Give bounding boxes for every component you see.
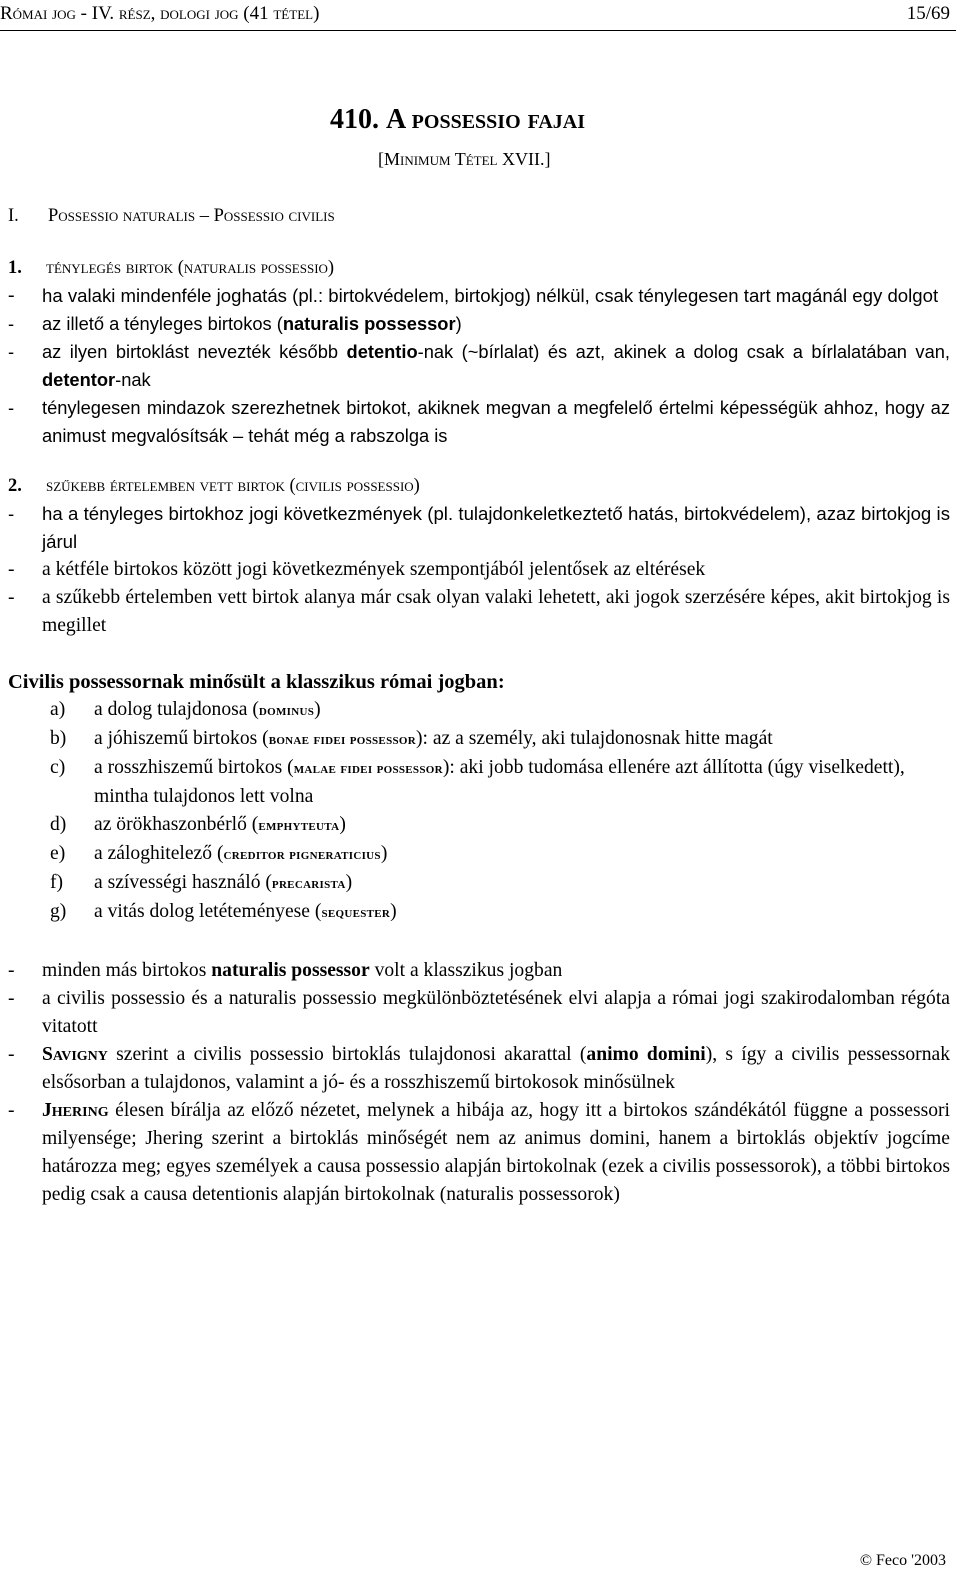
- term: malae fidei possessor: [293, 760, 443, 777]
- list-item: - Savigny szerint a civilis possessio birtoklás tulajdonosi akarattal (animo domini), s így a civilis pessessornak elsősorban a tulajdonos, valamint a jó- és a rosszhiszemű birtokosok minősülnek: [8, 1044, 950, 1093]
- subsection-1: [8, 254, 950, 450]
- list-item: - a kétféle birtokos között jogi következmények szempontjából jelentősek az eltérések: [8, 556, 950, 584]
- page-header: [0, 0, 956, 31]
- list-item: - ha a tényleges birtokhoz jogi következmények (pl. tulajdonkeletkeztető hatás, birtokvédelem), azaz birtokjog is járul: [8, 500, 950, 556]
- page-number: 15/69: [906, 3, 950, 24]
- title-number: 410.: [330, 104, 379, 135]
- list-item: - a civilis possessio és a naturalis possessio megkülönböztetésének elvi alapja a római jogi szakirodalomban régóta vitatott: [8, 985, 950, 1041]
- copyright-footer: © Feco '2003: [859, 1552, 946, 1569]
- bullet-text: ha valaki mindenféle joghatás (pl.: birtokvédelem, birtokjog) nélkül, csak ténylegesen tart magánál egy dolgot: [42, 285, 939, 306]
- name-jhering: Jhering: [42, 1100, 109, 1121]
- bullet-text: a civilis possessio és a naturalis possessio megkülönböztetésének elvi alapja a római jogi szakirodalomban régóta vitatott: [42, 988, 950, 1037]
- term: emphyteuta: [258, 817, 340, 834]
- list-item: e) a záloghitelező (creditor pigneraticius): [50, 843, 388, 864]
- list-item: b) a jóhiszemű birtokos (bonae fidei possessor): az a személy, aki tulajdonosnak hitte magát: [50, 728, 773, 749]
- document-body: [8, 202, 950, 1209]
- bullet-text: ténylegesen mindazok szerezhetnek birtokot, akiknek megvan a megfelelő értelmi képességük ahhoz, hogy az animust megvalósítsák – tehát még a rabszolga is: [42, 397, 950, 446]
- list-item: - Jhering élesen bírálja az előző nézetet, melynek a hibája az, hogy itt a birtokos szándékától függne a possessori milyensége; Jhering szerint a birtoklás minőségét nem az animus domini, hanem a birtoklás objektív jogcíme határozza meg; egyes személyek a causa possessio alapján birtokolnak (ezek a civilis possessorok), a többi birtokos pedig csak a causa detentionis alapján birtokolnak (naturalis possessorok): [8, 1100, 950, 1205]
- section-number: I.: [8, 206, 19, 226]
- bullet-text: a szűkebb értelemben vett birtok alanya már csak olyan valaki lehetett, aki jogok szerzésére képes, akit birtokjog is megillet: [42, 587, 950, 636]
- term: bonae fidei possessor: [268, 731, 416, 748]
- subsection-title: ténylegés birtok (naturalis possessio): [46, 258, 335, 278]
- list-item: - az ilyen birtoklást nevezték később detentio-nak (~bírlalat) és azt, akinek a dolog csak a bírlalatában van, detentor-nak: [8, 341, 950, 390]
- section-title: Possessio naturalis – Possessio civilis: [48, 206, 335, 226]
- list-item: d) az örökhaszonbérlő (emphyteuta): [50, 814, 346, 835]
- bullet-text: a kétféle birtokos között jogi következmények szempontjából jelentősek az eltérések: [42, 559, 706, 580]
- list-item: - az illető a tényleges birtokos (naturalis possessor): [8, 313, 462, 334]
- term-detentio: detentio: [346, 341, 418, 362]
- list-item: g) a vitás dolog letéteményese (sequester): [50, 901, 397, 922]
- subsection-heading: [8, 254, 950, 282]
- subsection-number: 2.: [8, 476, 22, 496]
- term-naturalis-possessor: naturalis possessor: [211, 960, 370, 981]
- list-item: c) a rosszhiszemű birtokos (malae fidei possessor): aki jobb tudomása ellenére azt állította (úgy viselkedett), mintha tulajdonos lett volna: [50, 757, 905, 807]
- term-animo-domini: animo domini: [586, 1044, 706, 1065]
- section-heading: [8, 202, 950, 232]
- term: dominus: [258, 702, 315, 719]
- civilis-heading: Civilis possessornak minősült a klasszikus római jogban:: [8, 671, 505, 693]
- list-item: - ha valaki mindenféle joghatás (pl.: birtokvédelem, birtokjog) nélkül, csak ténylegesen tart magánál egy dolgot: [8, 282, 950, 310]
- subsection-2: [8, 472, 950, 640]
- bullet-text: ha a tényleges birtokhoz jogi következmények (pl. tulajdonkeletkeztető hatás, birtokvédelem), azaz birtokjog is járul: [42, 503, 950, 552]
- civilis-list: [8, 696, 950, 927]
- list-item: - a szűkebb értelemben vett birtok alanya már csak olyan valaki lehetett, aki jogok szerzésére képes, akit birtokjog is megillet: [8, 584, 950, 640]
- list-item: - minden más birtokos naturalis possessor volt a klasszikus jogban: [8, 960, 563, 981]
- header-title: Római jog - IV. rész, dologi jog (41 tétel): [0, 3, 320, 24]
- term: creditor pigneraticius: [223, 846, 381, 863]
- subsection-heading: [8, 472, 950, 500]
- list-item: - ténylegesen mindazok szerezhetnek birtokot, akiknek megvan a megfelelő értelmi képességük ahhoz, hogy az animust megvalósítsák – tehát még a rabszolga is: [8, 394, 950, 450]
- term-detentor: detentor: [42, 369, 116, 390]
- title-text: A possessio fajai: [386, 104, 586, 135]
- name-savigny: Savigny: [42, 1044, 108, 1065]
- term: precarista: [271, 875, 346, 892]
- page-subtitle: [Minimum Tétel XVII.]: [378, 149, 551, 169]
- list-item: a) a dolog tulajdonosa (dominus): [50, 699, 321, 720]
- list-item: f) a szívességi használó (precarista): [50, 872, 353, 893]
- subsection-title: szűkebb értelemben vett birtok (civilis possessio): [46, 476, 420, 496]
- term-naturalis-possessor: naturalis possessor: [282, 313, 456, 334]
- subsection-number: 1.: [8, 258, 22, 278]
- term: sequester: [321, 904, 391, 921]
- page-title: [330, 104, 585, 136]
